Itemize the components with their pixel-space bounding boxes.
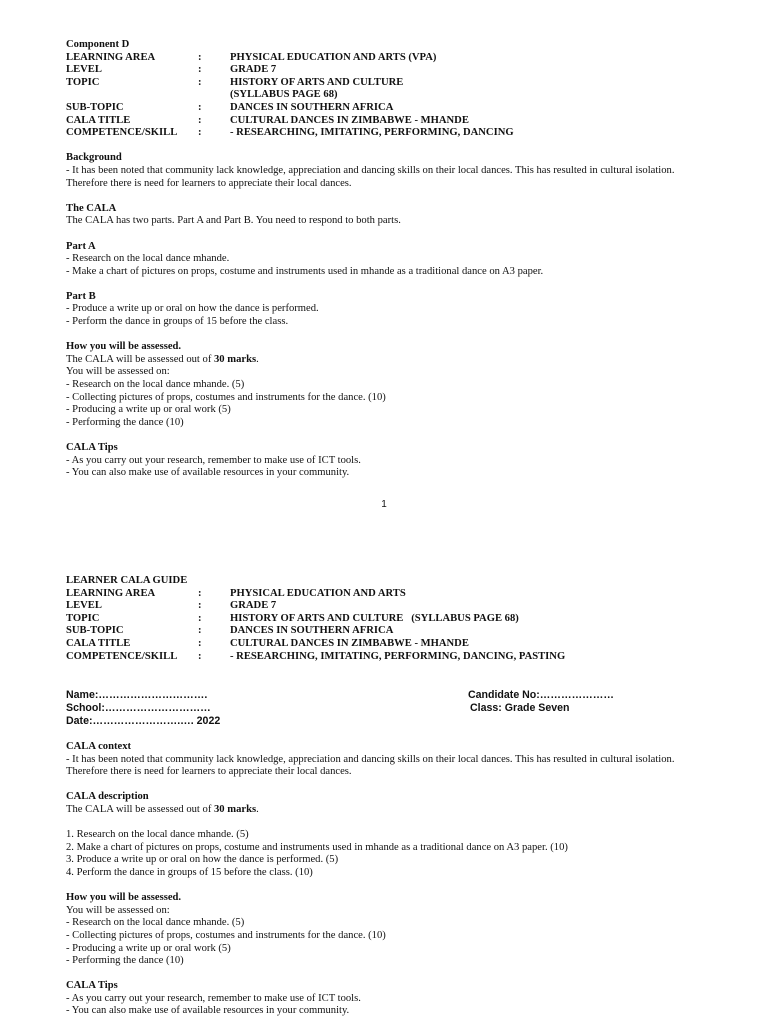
tip-item: - You can also make use of available resources in your community.: [66, 467, 350, 479]
learner-cala-guide: [66, 575, 726, 663]
header-fields: [66, 52, 726, 140]
background-line: - It has been noted that community lack knowledge, appreciation and dancing skills on their local dances. This has resulted in cultural isolation.: [66, 164, 675, 176]
candidate-number-field[interactable]: Candidate No:…………………: [468, 689, 614, 701]
context-line: - It has been noted that community lack knowledge, appreciation and dancing skills on their local dances. This has resulted in cultural isolation.: [66, 753, 675, 765]
field-label: TOPIC: [66, 612, 100, 624]
part-a-line: - Make a chart of pictures on props, costume and instruments used in mhande as a traditional dance on A3 paper.: [66, 265, 544, 277]
field-competence: COMPETENCE/SKILL : - RESEARCHING, IMITATING, PERFORMING, DANCING: [66, 127, 514, 139]
field-learning-area: LEARNING AREA : PHYSICAL EDUCATION AND ARTS: [66, 587, 406, 599]
assessment-item: - Collecting pictures of props, costumes and instruments for the dance. (10): [66, 929, 386, 941]
assessment-heading: How you will be assessed.: [66, 892, 182, 904]
task-item: 4. Perform the dance in groups of 15 before the class. (10): [66, 866, 313, 878]
field-label: SUB-TOPIC: [66, 625, 124, 637]
assessment-intro: The CALA will be assessed out of 30 marks.: [66, 353, 259, 365]
field-level: LEVEL : GRADE 7: [66, 600, 277, 612]
field-cala-title: CALA TITLE : CULTURAL DANCES IN ZIMBABWE - MHANDE: [66, 114, 469, 126]
name-field[interactable]: Name:………………………….: [66, 689, 208, 701]
field-label: CALA TITLE: [66, 637, 131, 649]
field-sub-topic: SUB-TOPIC : DANCES IN SOUTHERN AFRICA: [66, 625, 394, 637]
description-intro: The CALA will be assessed out of 30 marks.: [66, 803, 259, 815]
field-label: COMPETENCE/SKILL: [66, 650, 178, 662]
field-value: GRADE 7: [230, 600, 277, 612]
component-heading: Component D: [66, 39, 130, 50]
field-value: PHYSICAL EDUCATION AND ARTS: [230, 587, 406, 599]
field-level: LEVEL : GRADE 7: [66, 64, 277, 76]
description-heading: CALA description: [66, 791, 149, 803]
tips-heading: CALA Tips: [66, 980, 118, 992]
background-heading: Background: [66, 152, 122, 164]
field-value: DANCES IN SOUTHERN AFRICA: [230, 625, 394, 637]
field-label: TOPIC: [66, 76, 100, 88]
tip-item: - As you carry out your research, remember to make use of ICT tools.: [66, 454, 361, 466]
field-value: HISTORY OF ARTS AND CULTURE: [230, 76, 404, 88]
assessment-item: - Performing the dance (10): [66, 416, 184, 428]
part-a-heading: Part A: [66, 240, 96, 252]
part-b-line: - Produce a write up or oral on how the dance is performed.: [66, 303, 319, 315]
assessment-item: - Performing the dance (10): [66, 955, 184, 967]
tip-item: - You can also make use of available resources in your community.: [66, 1005, 350, 1017]
background-line: Therefore there is need for learners to appreciate their local dances.: [66, 177, 352, 189]
field-value: - RESEARCHING, IMITATING, PERFORMING, DANCING: [230, 127, 514, 139]
task-item: 2. Make a chart of pictures on props, costume and instruments used in mhande as a traditional dance on A3 paper. (10): [66, 841, 568, 853]
field-label: LEARNING AREA: [66, 587, 156, 599]
field-value: CULTURAL DANCES IN ZIMBABWE - MHANDE: [230, 114, 469, 126]
field-label: LEVEL: [66, 600, 102, 612]
part-a-line: - Research on the local dance mhande.: [66, 253, 230, 265]
part-b-line: - Perform the dance in groups of 15 before the class.: [66, 316, 289, 328]
context-heading: CALA context: [66, 741, 132, 752]
field-value: PHYSICAL EDUCATION AND ARTS (VPA): [230, 51, 437, 63]
task-item: 1. Research on the local dance mhande. (5): [66, 829, 249, 841]
field-value: HISTORY OF ARTS AND CULTURE (SYLLABUS PAGE 68): [230, 612, 519, 624]
field-competence: COMPETENCE/SKILL : - RESEARCHING, IMITATING, PERFORMING, DANCING, PASTING: [66, 650, 566, 662]
field-value: (SYLLABUS PAGE 68): [230, 89, 338, 101]
field-value: - RESEARCHING, IMITATING, PERFORMING, DANCING, PASTING: [230, 650, 566, 662]
assessment-item: - Producing a write up or oral work (5): [66, 404, 231, 416]
field-label: LEARNING AREA: [66, 51, 156, 63]
field-topic: TOPIC : HISTORY OF ARTS AND CULTURE: [66, 76, 404, 88]
field-learning-area: LEARNING AREA : PHYSICAL EDUCATION AND ARTS (VPA): [66, 51, 437, 63]
field-label: LEVEL: [66, 64, 102, 76]
field-value: GRADE 7: [230, 64, 277, 76]
assessment-on: You will be assessed on:: [66, 366, 170, 378]
task-item: 3. Produce a write up or oral on how the dance is performed. (5): [66, 854, 339, 866]
assessment-item: - Collecting pictures of props, costumes and instruments for the dance. (10): [66, 391, 386, 403]
guide-title: LEARNER CALA GUIDE: [66, 575, 188, 586]
school-field[interactable]: School:…………………………: [66, 702, 211, 714]
field-value: CULTURAL DANCES IN ZIMBABWE - MHANDE: [230, 637, 469, 649]
field-value: DANCES IN SOUTHERN AFRICA: [230, 101, 394, 113]
field-label: COMPETENCE/SKILL: [66, 127, 178, 139]
page-number: 1: [381, 499, 387, 510]
cala-component-d: [66, 39, 726, 480]
field-topic-continued: [66, 89, 726, 102]
assessment-heading: How you will be assessed.: [66, 341, 182, 353]
field-label: CALA TITLE: [66, 114, 131, 126]
assessment-item: - Producing a write up or oral work (5): [66, 942, 231, 954]
tip-item: - As you carry out your research, remember to make use of ICT tools.: [66, 992, 361, 1004]
field-sub-topic: SUB-TOPIC : DANCES IN SOUTHERN AFRICA: [66, 101, 394, 113]
the-cala-heading: The CALA: [66, 202, 117, 214]
class-field: Class: Grade Seven: [470, 702, 570, 714]
part-b-heading: Part B: [66, 290, 96, 302]
field-cala-title: CALA TITLE : CULTURAL DANCES IN ZIMBABWE - MHANDE: [66, 637, 469, 649]
field-topic: TOPIC : HISTORY OF ARTS AND CULTURE (SYLLABUS PAGE 68): [66, 612, 519, 624]
assessment-on: You will be assessed on:: [66, 904, 170, 916]
assessment-item: - Research on the local dance mhande. (5): [66, 917, 245, 929]
assessment-item: - Research on the local dance mhande. (5): [66, 379, 245, 391]
the-cala-text: The CALA has two parts. Part A and Part B. You need to respond to both parts.: [66, 215, 401, 227]
context-line: Therefore there is need for learners to appreciate their local dances.: [66, 766, 352, 778]
tips-heading: CALA Tips: [66, 442, 118, 453]
learner-guide-body: [66, 741, 726, 1018]
date-field[interactable]: Date:…………………….…. 2022: [66, 715, 221, 727]
field-label: SUB-TOPIC: [66, 101, 124, 113]
